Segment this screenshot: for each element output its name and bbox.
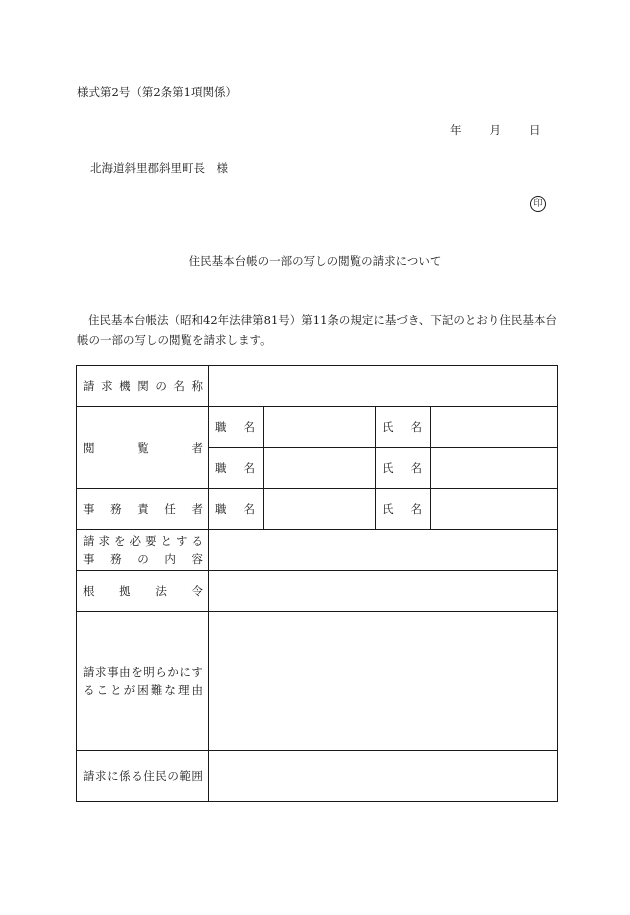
manager-job-title-label-cell — [209, 489, 264, 530]
viewer-1-job-title-label-cell — [209, 407, 264, 448]
viewer-1-job-title-label: 職 名 — [215, 420, 255, 434]
manager-label: 事 務 責 任 者 — [83, 502, 203, 516]
viewer-label-cell — [77, 407, 209, 489]
org-name-value[interactable] — [209, 366, 558, 407]
date-line — [450, 122, 541, 138]
viewer-2-name-value[interactable] — [431, 448, 558, 489]
org-name-label: 請 求 機 関 の 名 称 — [83, 379, 203, 393]
form-number: 様式第2号（第2条第1項関係） — [77, 85, 237, 99]
law-label-cell — [77, 571, 209, 612]
intro-paragraph: 住民基本台帳法（昭和42年法律第81号）第11条の規定に基づき、下記のとおり住民基本台帳の一部の写しの閲覧を請求します。 — [77, 313, 557, 347]
viewer-2-job-title-value[interactable] — [264, 448, 376, 489]
manager-name-label-cell — [376, 489, 431, 530]
date-month: 月 — [489, 123, 501, 137]
row-viewer-1 — [77, 407, 558, 448]
manager-job-title-label: 職 名 — [215, 502, 255, 516]
viewer-1-name-label: 氏 名 — [382, 420, 422, 434]
law-label: 根 拠 法 令 — [83, 584, 203, 598]
row-reason — [77, 612, 558, 751]
manager-label-cell — [77, 489, 209, 530]
document-title: 住民基本台帳の一部の写しの閲覧の請求について — [188, 254, 442, 268]
row-task — [77, 530, 558, 571]
task-label-line2: 事 務 の 内 容 — [83, 552, 203, 566]
manager-name-label: 氏 名 — [382, 502, 422, 516]
reason-label-cell — [77, 612, 209, 751]
date-day: 日 — [529, 123, 541, 137]
reason-value[interactable] — [209, 612, 558, 751]
task-label-cell — [77, 530, 209, 571]
viewer-1-name-label-cell — [376, 407, 431, 448]
reason-label-line1: 請 求 事 由 を 明 ら か に す — [83, 665, 203, 679]
reason-label-line2: る こ と が 困 難 な 理 由 — [83, 683, 203, 697]
org-name-label-cell — [77, 366, 209, 407]
manager-name-value[interactable] — [431, 489, 558, 530]
row-manager — [77, 489, 558, 530]
scope-label: 請 求 に 係 る 住 民 の 範 囲 — [83, 769, 203, 783]
row-org-name — [77, 366, 558, 407]
viewer-2-name-label: 氏 名 — [382, 461, 422, 475]
law-value[interactable] — [209, 571, 558, 612]
viewer-label: 閲 覧 者 — [83, 440, 203, 455]
viewer-2-job-title-label-cell — [209, 448, 264, 489]
viewer-1-name-value[interactable] — [431, 407, 558, 448]
date-year: 年 — [450, 123, 462, 137]
task-label-line1: 請 求 を 必 要 と す る — [83, 534, 203, 548]
request-table — [76, 365, 558, 802]
task-value[interactable] — [209, 530, 558, 571]
viewer-2-job-title-label: 職 名 — [215, 461, 255, 475]
row-law — [77, 571, 558, 612]
scope-label-cell — [77, 751, 209, 802]
viewer-2-name-label-cell — [376, 448, 431, 489]
manager-job-title-value[interactable] — [264, 489, 376, 530]
viewer-1-job-title-value[interactable] — [264, 407, 376, 448]
addressee: 北海道斜里郡斜里町長 様 — [90, 161, 228, 175]
scope-value[interactable] — [209, 751, 558, 802]
seal-mark: 印 — [530, 196, 546, 212]
row-scope — [77, 751, 558, 802]
